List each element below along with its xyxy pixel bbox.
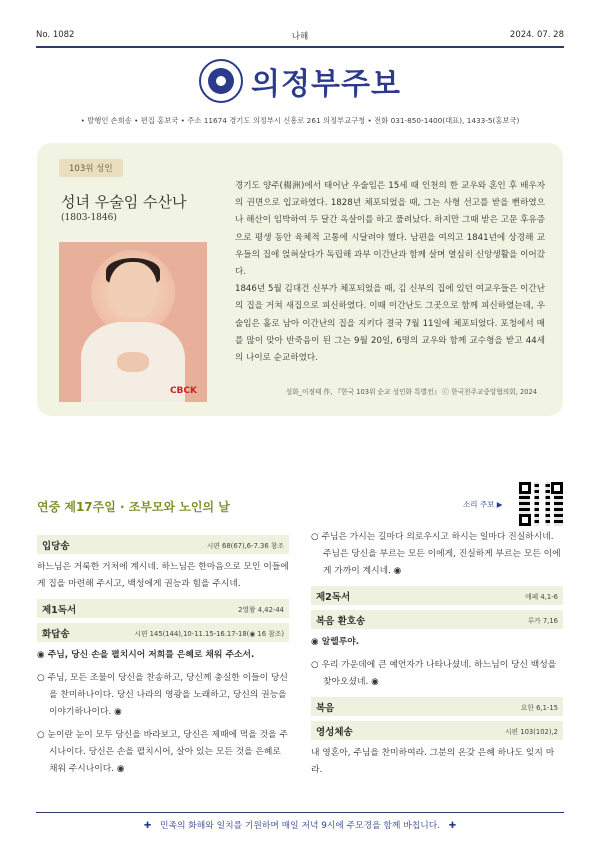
scripture-reference: 시편 68(67),6-7.36 참조 <box>206 541 284 550</box>
section-heading: 화답송 <box>42 628 70 640</box>
bulletin-title: 의정부주보 <box>251 67 401 102</box>
image-credit: 성화_이정태 作, 『한국 103위 순교 성인화 특별전』 ⓒ 한국천주교중앙협의회, 2024 <box>285 388 537 396</box>
scripture-reference: 시편 145(144),10-11.15-16.17-18(◉ 16 참조) <box>134 629 284 638</box>
alleluia-response: ◉ 알렐루야. <box>311 637 360 647</box>
psalm-verse: ○ 주님, 모든 조물이 당신을 찬송하고, 당신께 충실한 이들이 당신을 찬미하나이다. 당신 나라의 영광을 노래하고, 당신의 권능을 이야기하나이다. ◉ <box>37 673 288 717</box>
image-watermark: CBCK <box>169 386 197 396</box>
gospel-bar <box>311 697 563 716</box>
footer-text: 민족의 화해와 일치를 기원하며 매일 저녁 9시에 주모경을 함께 바칩니다. <box>160 821 440 831</box>
saint-portrait-image <box>59 242 207 402</box>
section-heading: 복음 <box>316 702 335 714</box>
gospel-acclamation-bar <box>311 610 563 629</box>
section-heading: 영성체송 <box>316 726 353 738</box>
liturgical-year: 나해 <box>291 32 309 42</box>
communion-antiphon-bar <box>311 721 563 740</box>
top-bar <box>36 30 564 44</box>
section-heading: 제1독서 <box>42 604 77 616</box>
saint-badge: 103위 성인 <box>59 159 123 177</box>
saint-biography <box>235 178 545 367</box>
scripture-reference: 시편 103(102),2 <box>504 727 558 736</box>
issue-date: 2024. 07. 28 <box>509 30 564 40</box>
biography-paragraph: 경기도 양주(楊洲)에서 태어난 우술임은 15세 때 인천의 한 교우와 혼인 후 배우자의 권면으로 입교하였다. 1828년 체포되었을 때, 그는 사형 선고를 받을 뻔하였으나 해산이 임박하여 두 달간 옥살이를 하고 풀려났다. 하지만 그때 받은 고문 후유증으로 평생 동안 육체적 고통에 시달려야 했다. 남편을 여의고 1841년에 상경해 교우들의 집에 얹혀살다가 독립해 과부 이간난과 함께 살며 열심히 신앙생활을 이어갔다. <box>235 181 545 278</box>
cross-icon: ✚ <box>448 821 457 831</box>
diocese-seal-logo <box>199 59 243 103</box>
scripture-reference: 에페 4,1-6 <box>525 592 558 601</box>
scripture-reference: 요한 6,1-15 <box>520 703 558 712</box>
entrance-antiphon-bar <box>37 535 289 554</box>
cross-icon: ✚ <box>143 821 152 831</box>
masthead <box>0 56 600 106</box>
publication-info: • 발행인 손희송 • 편집 홍보국 • 주소 11674 경기도 의정부시 신흥로 261 의정부교구청 • 전화 031-850-1400(대표), 1433-5(홍보국) <box>80 116 520 125</box>
second-reading-bar <box>311 586 563 605</box>
psalm-verse: ○ 주님은 가시는 길마다 의로우시고 하시는 일마다 진실하시네. 주님은 당신을 부르는 모든 이에게, 진실하게 부르는 모든 이에게 가까이 계시네. ◉ <box>311 532 561 576</box>
audio-bulletin-link[interactable]: 소리 주보 ▶ <box>463 500 503 509</box>
first-reading-bar <box>37 599 289 618</box>
scripture-reference: 루카 7,16 <box>527 616 558 625</box>
biography-paragraph: 1846년 5월 김대건 신부가 체포되었을 때, 김 신부의 집에 있던 여교우들은 이간난의 집을 거쳐 새집으로 피신하였다. 이때 이간난도 그곳으로 함께 피신하였는데, 우술임은 홀로 남아 이간난의 집을 지키다 결국 7월 11일에 체포되었다. 포청에서 매를 많이 맞아 반죽음이 된 그는 9월 20일, 6명의 교우와 함께 교수형을 받고 44세의 나이로 순교하였다. <box>235 284 545 364</box>
sunday-title: 연중 제17주일 · 조부모와 노인의 날 <box>37 500 230 514</box>
section-heading: 복음 환호송 <box>316 615 366 627</box>
entrance-antiphon-text: 하느님은 거룩한 거처에 계시네. 하느님은 한마음으로 모인 이들에게 집을 마련해 주시고, 백성에게 권능과 힘을 주시네. <box>37 562 289 589</box>
psalm-bar <box>37 623 289 642</box>
qr-code[interactable] <box>519 482 563 526</box>
section-heading: 입당송 <box>42 540 70 552</box>
footer-prayer <box>0 818 600 831</box>
issue-number: No. 1082 <box>36 30 75 40</box>
header-divider <box>36 46 564 48</box>
communion-antiphon-text: 내 영혼아, 주님을 찬미하여라. 그분의 온갖 은혜 하나도 잊지 마라. <box>311 748 555 775</box>
scripture-reference: 2열왕 4,42-44 <box>238 605 284 614</box>
saint-feature-box <box>37 143 563 416</box>
saint-name: 성녀 우술임 수산나 <box>61 193 187 211</box>
psalm-verse: ○ 눈이란 눈이 모두 당신을 바라보고, 당신은 제때에 먹을 것을 주시나이다. 당신은 손을 펼치시어, 살아 있는 모든 것을 은혜로 채워 주시나이다. ◉ <box>37 730 288 774</box>
section-heading: 제2독서 <box>316 591 351 603</box>
liturgy-right-column <box>311 529 563 785</box>
psalm-response: ◉ 주님, 당신 손을 펼치시어 저희를 은혜로 채워 주소서. <box>37 650 255 660</box>
saint-years: (1803-1846) <box>61 213 117 223</box>
acclamation-verse: ○ 우리 가운데에 큰 예언자가 나타나셨네. 하느님이 당신 백성을 찾아오셨네. ◉ <box>311 660 557 687</box>
footer-divider <box>36 812 564 813</box>
liturgy-left-column <box>37 535 289 784</box>
